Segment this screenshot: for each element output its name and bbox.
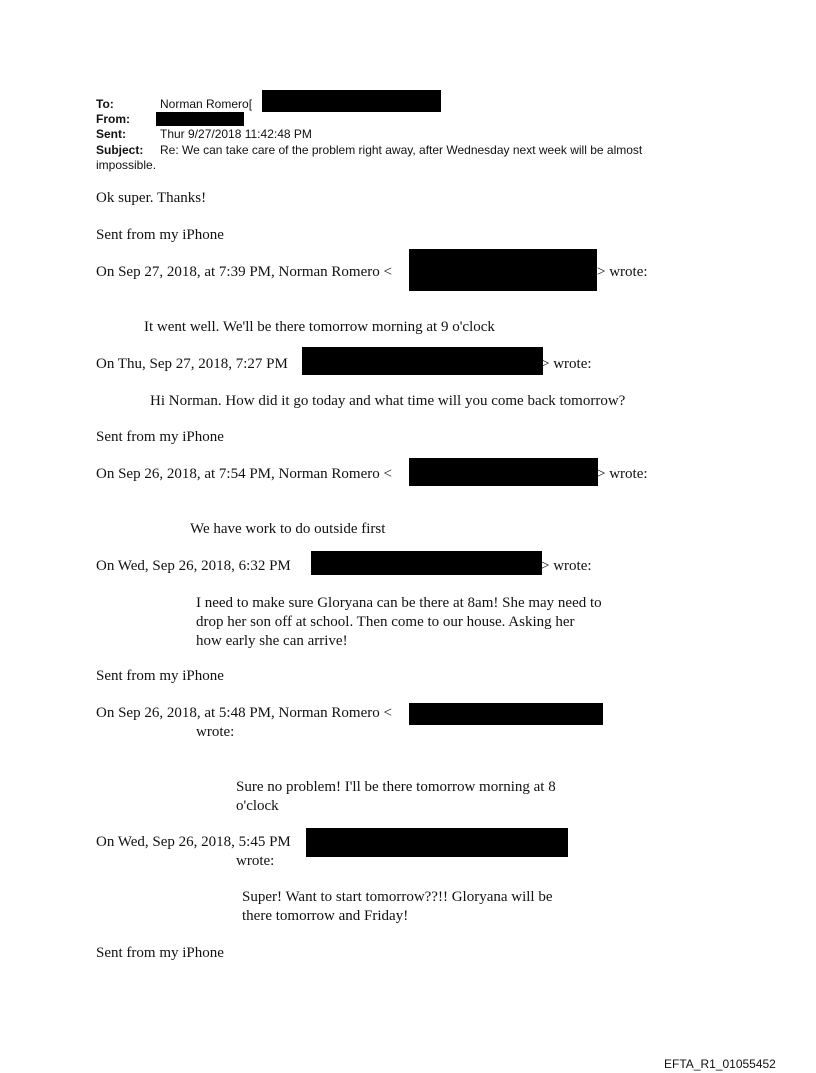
redaction-email-address xyxy=(311,551,542,575)
quoted-message-6-line-1: Super! Want to start tomorrow??!! Gloryana will be xyxy=(242,889,553,905)
redaction-email-address xyxy=(302,347,543,375)
quoted-message-2: Hi Norman. How did it go today and what time will you come back tomorrow? xyxy=(150,393,626,409)
quoted-message-6-line-2: there tomorrow and Friday! xyxy=(242,908,409,924)
signature-line: Sent from my iPhone xyxy=(96,945,224,961)
quoted-message-5-line-1: Sure no problem! I'll be there tomorrow morning at 8 xyxy=(236,779,556,795)
sent-label: Sent: xyxy=(96,127,126,141)
redaction-email-address xyxy=(409,249,597,291)
redaction-email-address xyxy=(306,828,568,857)
quoted-message-3: We have work to do outside first xyxy=(190,521,386,537)
quote-attribution-2-suffix: > wrote: xyxy=(541,356,592,372)
subject-value-continued: impossible. xyxy=(96,158,157,172)
redaction-email-address xyxy=(409,703,603,725)
subject-label: Subject: xyxy=(96,143,144,157)
quote-attribution-5: On Sep 26, 2018, at 5:48 PM, Norman Romero < xyxy=(96,705,392,721)
to-value: Norman Romero[ xyxy=(160,97,253,111)
signature-line: Sent from my iPhone xyxy=(96,668,224,684)
quote-attribution-4-suffix: > wrote: xyxy=(541,558,592,574)
quote-attribution-5-suffix: wrote: xyxy=(196,724,235,740)
quoted-message-4-line-1: I need to make sure Gloryana can be there at 8am! She may need to xyxy=(196,595,602,611)
signature-line: Sent from my iPhone xyxy=(96,227,224,243)
redaction-to-address xyxy=(262,90,441,112)
bates-number: EFTA_R1_01055452 xyxy=(664,1057,776,1071)
redaction-email-address xyxy=(409,458,598,486)
subject-value: Re: We can take care of the problem right away, after Wednesday next week will be almost xyxy=(160,143,643,157)
quoted-message-1: It went well. We'll be there tomorrow morning at 9 o'clock xyxy=(144,319,495,335)
quote-attribution-3-suffix: > wrote: xyxy=(597,466,648,482)
quote-attribution-6: On Wed, Sep 26, 2018, 5:45 PM xyxy=(96,834,291,850)
quote-attribution-2: On Thu, Sep 27, 2018, 7:27 PM xyxy=(96,356,288,372)
quoted-message-4-line-3: how early she can arrive! xyxy=(196,633,348,649)
quote-attribution-4: On Wed, Sep 26, 2018, 6:32 PM xyxy=(96,558,291,574)
to-label: To: xyxy=(96,97,114,111)
signature-line: Sent from my iPhone xyxy=(96,429,224,445)
sent-value: Thur 9/27/2018 11:42:48 PM xyxy=(160,127,312,141)
quote-attribution-6-suffix: wrote: xyxy=(236,853,275,869)
quote-attribution-1: On Sep 27, 2018, at 7:39 PM, Norman Romero < xyxy=(96,264,392,280)
quote-attribution-3: On Sep 26, 2018, at 7:54 PM, Norman Romero < xyxy=(96,466,392,482)
reply-message: Ok super. Thanks! xyxy=(96,190,207,206)
redaction-from-address xyxy=(156,112,244,126)
quoted-message-5-line-2: o'clock xyxy=(236,798,279,814)
quoted-message-4-line-2: drop her son off at school. Then come to our house. Asking her xyxy=(196,614,575,630)
from-label: From: xyxy=(96,112,130,126)
quote-attribution-1-suffix: > wrote: xyxy=(597,264,648,280)
